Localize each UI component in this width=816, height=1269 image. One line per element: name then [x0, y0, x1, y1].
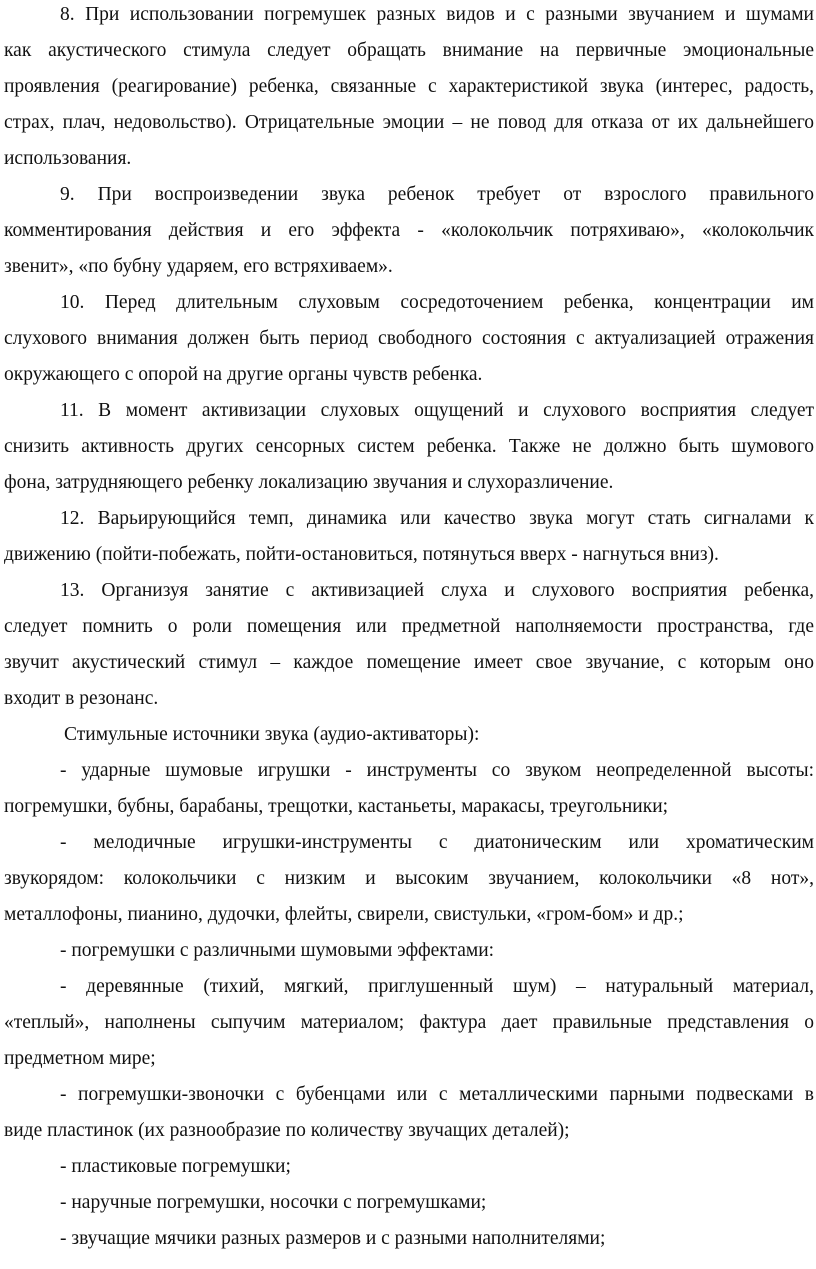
text-line: как акустического стимула следует обращать внимание на первичные эмоциональные [4, 40, 814, 61]
text-line: 9. При воспроизведении звука ребенок требует от взрослого правильного [60, 184, 814, 205]
text-line: снизить активность других сенсорных систем ребенка. Также не должно быть шумового [4, 436, 814, 457]
text-line: движению (пойти-побежать, пойти-остановиться, потянуться вверх - нагнуться вниз). [4, 544, 719, 565]
text-line: звукорядом: колокольчики с низким и высоким звучанием, колокольчики «8 нот», [4, 868, 814, 889]
text-line: виде пластинок (их разнообразие по количеству звучащих деталей); [4, 1120, 570, 1141]
text-line: фона, затрудняющего ребенку локализацию звучания и слухоразличение. [4, 472, 614, 493]
text-line: входит в резонанс. [4, 688, 159, 709]
text-line: слухового внимания должен быть период свободного состояния с актуализацией отражения [4, 328, 814, 349]
text-line: 11. В момент активизации слуховых ощущений и слухового восприятия следует [60, 400, 814, 421]
text-line: проявления (реагирование) ребенка, связанные с характеристикой звука (интерес, радость, [4, 76, 814, 97]
text-line: окружающего с опорой на другие органы чувств ребенка. [4, 364, 483, 385]
text-line: - ударные шумовые игрушки - инструменты со звуком неопределенной высоты: [60, 760, 814, 781]
text-line: звенит», «по бубну ударяем, его встряхиваем». [4, 256, 393, 277]
text-line: «теплый», наполнены сыпучим материалом; фактура дает правильные представления о [4, 1012, 814, 1033]
text-line: страх, плач, недовольство). Отрицательные эмоции – не повод для отказа от их дальнейшего [4, 112, 814, 133]
text-line: предметном мире; [4, 1048, 156, 1069]
text-line: - погремушки с различными шумовыми эффектами: [60, 940, 495, 961]
text-line: 8. При использовании погремушек разных видов и с разными звучанием и шумами [60, 4, 814, 25]
text-line: металлофоны, пианино, дудочки, флейты, свирели, свистульки, «гром-бом» и др.; [4, 904, 684, 925]
text-line: 10. Перед длительным слуховым сосредоточением ребенка, концентрации им [60, 292, 814, 313]
text-line: 12. Варьирующийся темп, динамика или качество звука могут стать сигналами к [60, 508, 814, 529]
text-line: - звучащие мячики разных размеров и с разными наполнителями; [60, 1228, 606, 1249]
text-line: использования. [4, 148, 132, 169]
text-line: - погремушки-звоночки с бубенцами или с металлическими парными подвесками в [60, 1084, 814, 1105]
text-line: погремушки, бубны, барабаны, трещотки, кастаньеты, маракасы, треугольники; [4, 796, 669, 817]
text-line: 13. Организуя занятие с активизацией слуха и слухового восприятия ребенка, [60, 580, 814, 601]
text-line: - мелодичные игрушки-инструменты с диатоническим или хроматическим [60, 832, 814, 853]
text-line: комментирования действия и его эффекта - «колокольчик потряхиваю», «колокольчик [4, 220, 814, 241]
text-line: следует помнить о роли помещения или предметной наполняемости пространства, где [4, 616, 814, 637]
text-line: - деревянные (тихий, мягкий, приглушенный шум) – натуральный материал, [60, 976, 814, 997]
text-line: - наручные погремушки, носочки с погремушками; [60, 1192, 487, 1213]
text-line: - пластиковые погремушки; [60, 1156, 291, 1177]
text-line: звучит акустический стимул – каждое помещение имеет свое звучание, с которым оно [4, 652, 814, 673]
text-line: Стимульные источники звука (аудио-активаторы): [64, 724, 480, 745]
